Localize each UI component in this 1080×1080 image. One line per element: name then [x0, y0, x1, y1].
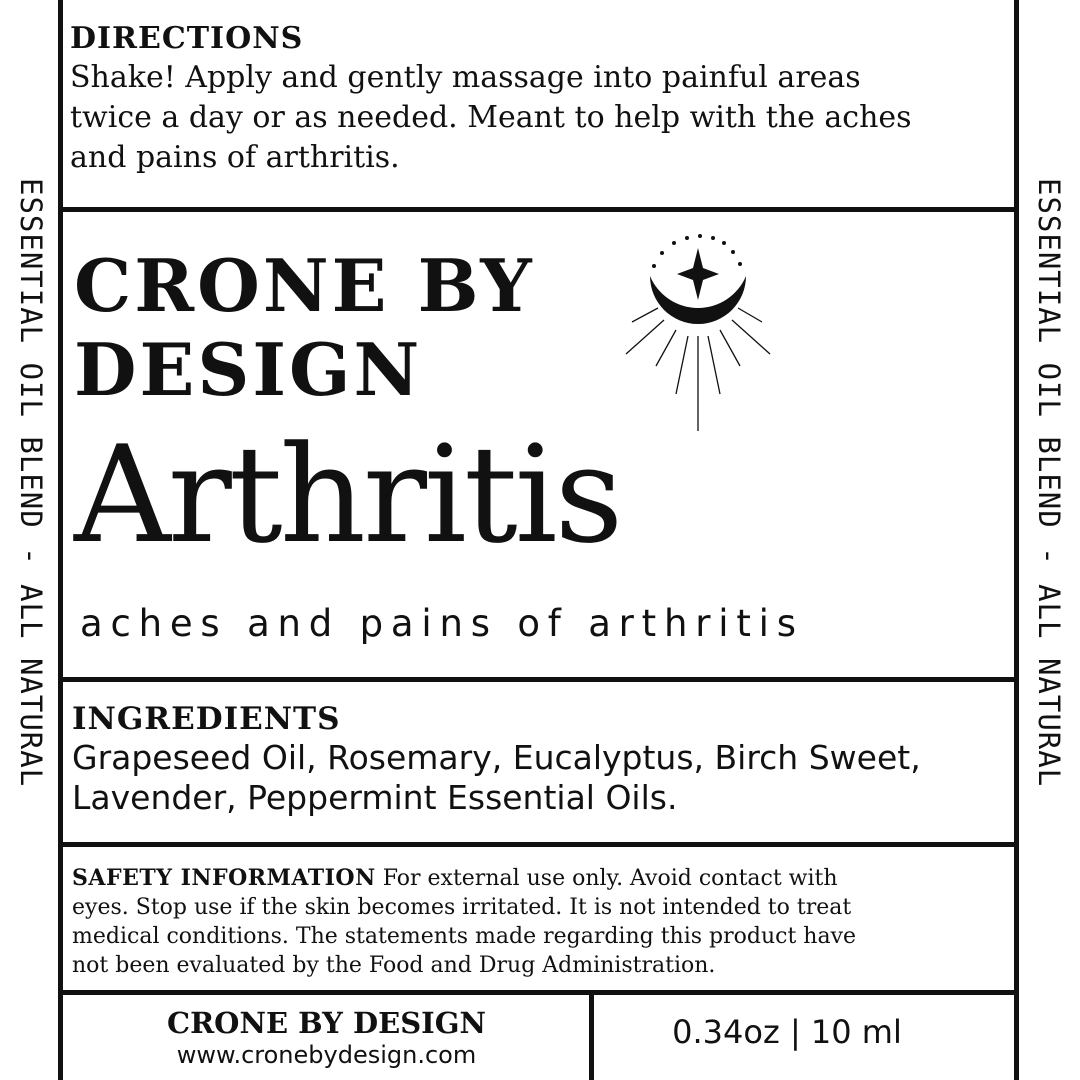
directions-text: [70, 58, 1010, 178]
footer-brand: CRONE BY DESIGN: [167, 1006, 486, 1040]
directions-section: [70, 20, 1010, 178]
safety-line: medical conditions. The statements made regarding this product have: [72, 924, 857, 949]
ingredients-line: Lavender, Peppermint Essential Oils.: [72, 778, 678, 817]
left-border: [58, 0, 63, 1080]
safety-line: eyes. Stop use if the skin becomes irritated. It is not intended to treat: [72, 895, 852, 920]
divider-ingredients: [58, 842, 1019, 847]
safety-section: [72, 864, 997, 980]
safety-line: [72, 864, 997, 893]
ingredients-section: [72, 700, 1012, 818]
side-text-left: [8, 178, 48, 938]
crescent-moon-star-icon: [620, 226, 780, 440]
directions-line: Shake! Apply and gently massage into painful areas: [70, 60, 861, 95]
footer-url: www.cronebydesign.com: [176, 1041, 477, 1069]
directions-heading: DIRECTIONS: [70, 21, 304, 56]
safety-heading: SAFETY INFORMATION: [72, 865, 376, 891]
product-tagline: aches and pains of arthritis: [80, 602, 804, 645]
footer-size: 0.34oz | 10 ml: [672, 1013, 902, 1051]
side-text-right: [1026, 178, 1066, 938]
brand-title-line: DESIGN: [74, 327, 423, 412]
ingredients-line: Grapeseed Oil, Rosemary, Eucalyptus, Birch Sweet,: [72, 738, 921, 777]
directions-line: and pains of arthritis.: [70, 140, 400, 175]
side-text-right-label: ESSENTIAL OIL BLEND - ALL NATURAL: [1032, 178, 1066, 788]
divider-safety: [58, 990, 1019, 995]
ingredients-heading: INGREDIENTS: [72, 701, 341, 737]
divider-title: [58, 677, 1019, 682]
directions-line: twice a day or as needed. Meant to help with the aches: [70, 100, 912, 135]
brand-title-line: CRONE BY: [74, 243, 535, 328]
brand-title: [74, 244, 535, 412]
safety-line: not been evaluated by the Food and Drug Administration.: [72, 953, 716, 978]
side-text-left-label: ESSENTIAL OIL BLEND - ALL NATURAL: [14, 178, 48, 788]
product-name: Arthritis: [74, 417, 621, 573]
divider-directions: [58, 207, 1019, 212]
safety-line-text: For external use only. Avoid contact with: [382, 866, 838, 891]
ingredients-text: [72, 738, 1012, 818]
footer-brand-block: [63, 1006, 590, 1070]
right-border: [1014, 0, 1019, 1080]
